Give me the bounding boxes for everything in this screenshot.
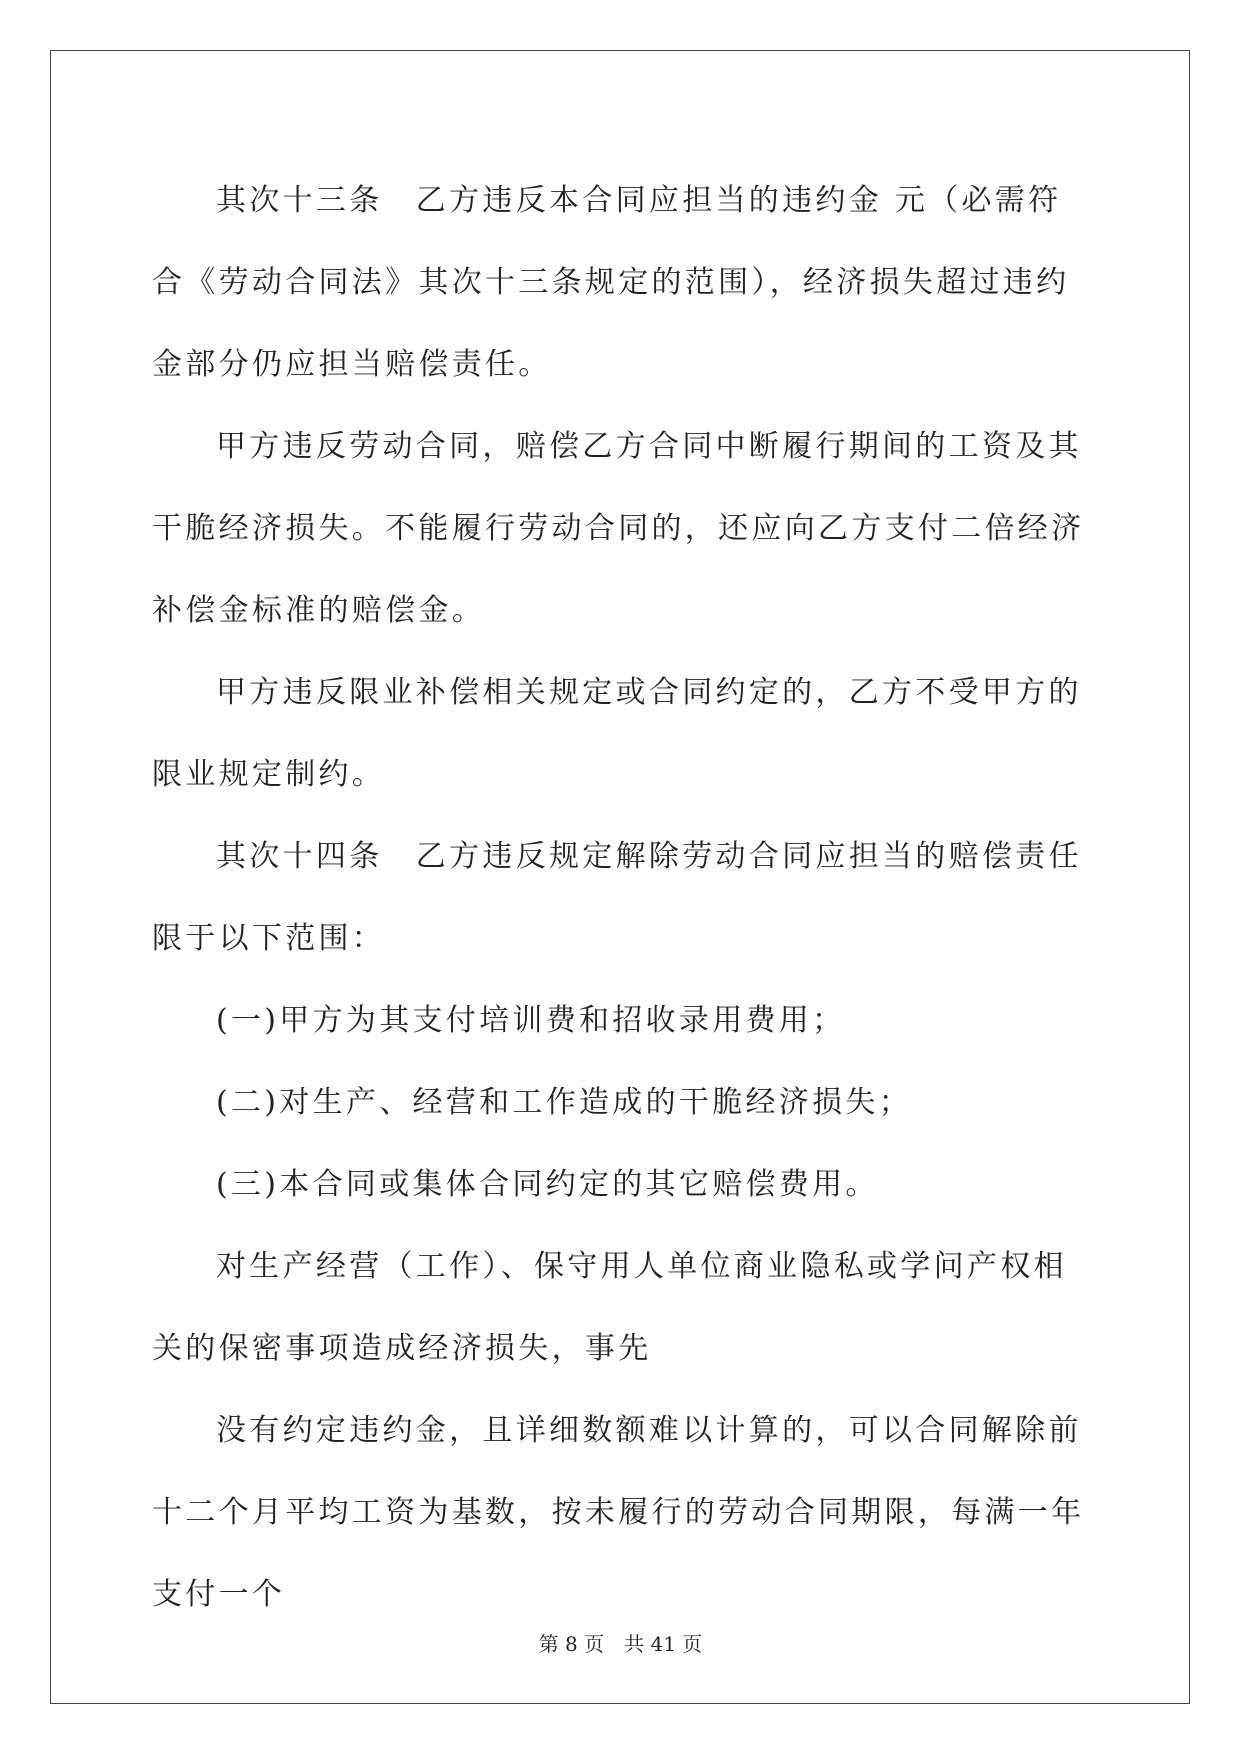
list-item-3: (三)本合同或集体合同约定的其它赔偿费用。: [216, 1167, 879, 1202]
document-body: [152, 160, 1090, 1636]
paragraph-confidentiality: 对生产经营（工作）、保守用人单位商业隐私或学问产权相关的保密事项造成经济损失，事先: [152, 1249, 1067, 1366]
paragraph-employer-breach: 甲方违反劳动合同，赔偿乙方合同中断履行期间的工资及其干脆经济损失。不能履行劳动合同的，还应向乙方支付二倍经济补偿金标准的赔偿金。: [152, 429, 1085, 628]
page-number-footer: 第 8 页 共 41 页: [538, 1632, 703, 1656]
list-item-1: (一)甲方为其支付培训费和招收录用费用；: [216, 1003, 846, 1038]
paragraph-article-23: 其次十三条 乙方违反本合同应担当的违约金 元（必需符合《劳动合同法》其次十三条规定的范围），经济损失超过违约金部分仍应担当赔偿责任。: [152, 183, 1070, 382]
list-item-2: (二)对生产、经营和工作造成的干脆经济损失；: [216, 1085, 913, 1120]
paragraph-noncompete-breach: 甲方违反限业补偿相关规定或合同约定的，乙方不受甲方的限业规定制约。: [152, 675, 1082, 792]
paragraph-compensation: 没有约定违约金，且详细数额难以计算的，可以合同解除前十二个月平均工资为基数，按未履行的劳动合同期限，每满一年支付一个: [152, 1413, 1085, 1612]
paragraph-article-24: 其次十四条 乙方违反规定解除劳动合同应担当的赔偿责任限于以下范围：: [152, 839, 1082, 956]
